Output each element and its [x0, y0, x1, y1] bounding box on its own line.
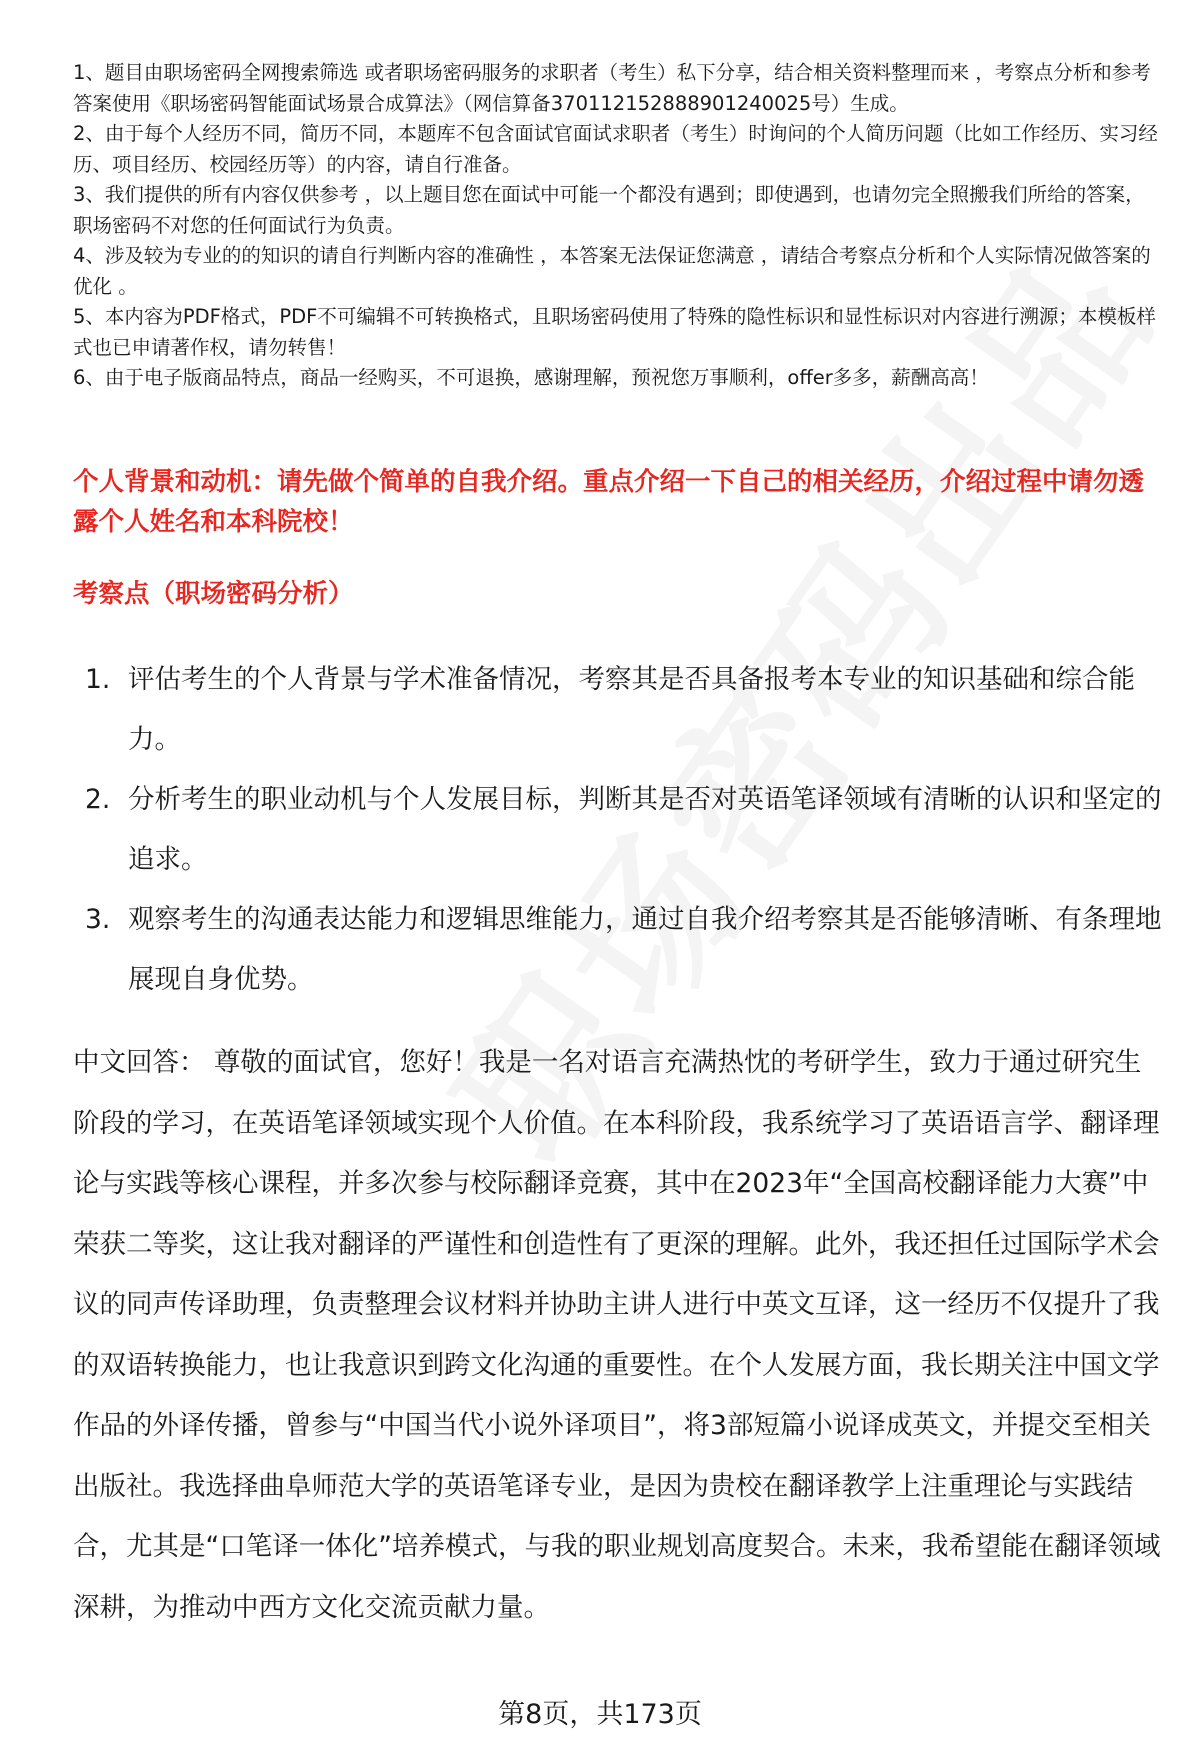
- disclaimer-item: 4、涉及较为专业的的知识的请自行判断内容的准确性 ，本答案无法保证您满意 ，请结合考察点分析和个人实际情况做答案的优化 。: [73, 244, 1151, 298]
- disclaimer-notes: [73, 58, 1163, 394]
- point-number: 3.: [85, 904, 111, 935]
- disclaimer-item: 1、题目由职场密码全网搜索筛选 或者职场密码服务的求职者（考生）私下分享，结合相关资料整理而来 ，考察点分析和参考答案使用《职场密码智能面试场景合成算法》（网信算备370112152888901240025号）生成。: [73, 61, 1151, 115]
- disclaimer-item: 5、本内容为PDF格式，PDF不可编辑不可转换格式，且职场密码使用了特殊的隐性标识和显性标识对内容进行溯源；本模板样式也已申请著作权，请勿转售！: [73, 305, 1156, 359]
- chinese-answer: 中文回答： 尊敬的面试官，您好！我是一名对语言充满热忱的考研学生，致力于通过研究生阶段的学习，在英语笔译领域实现个人价值。在本科阶段，我系统学习了英语语言学、翻译理论与实践等核心课程，并多次参与校际翻译竞赛，其中在2023年“全国高校翻译能力大赛”中荣获二等奖，这让我对翻译的严谨性和创造性有了更深的理解。此外，我还担任过国际学术会议的同声传译助理，负责整理会议材料并协助主讲人进行中英文互译，这一经历不仅提升了我的双语转换能力，也让我意识到跨文化沟通的重要性。在个人发展方面，我长期关注中国文学作品的外译传播，曾参与“中国当代小说外译项目”，将3部短篇小说译成英文，并提交至相关出版社。我选择曲阜师范大学的英语笔译专业，是因为贵校在翻译教学上注重理论与实践结合，尤其是“口笔译一体化”培养模式，与我的职业规划高度契合。未来，我希望能在翻译领域深耕，为推动中西方文化交流贡献力量。: [73, 1047, 1161, 1623]
- page-number: 第8页，共173页: [498, 1699, 702, 1730]
- disclaimer-item: 3、我们提供的所有内容仅供参考 ，以上题目您在面试中可能一个都没有遇到；即使遇到，也请勿完全照搬我们所给的答案，职场密码不对您的任何面试行为负责。: [73, 183, 1145, 237]
- analysis-points-list: [73, 650, 1163, 1010]
- analysis-point: [73, 890, 1163, 1010]
- point-text: 分析考生的职业动机与个人发展目标，判断其是否对英语笔译领域有清晰的认识和坚定的追求。: [128, 784, 1162, 875]
- point-number: 2.: [85, 784, 111, 815]
- interview-question: 个人背景和动机：请先做个简单的自我介绍。重点介绍一下自己的相关经历，介绍过程中请勿透露个人姓名和本科院校！: [73, 467, 1145, 537]
- point-text: 观察考生的沟通表达能力和逻辑思维能力，通过自我介绍考察其是否能够清晰、有条理地展现自身优势。: [128, 904, 1162, 995]
- analysis-point: [73, 770, 1163, 890]
- point-number: 1.: [85, 664, 111, 695]
- analysis-point: [73, 650, 1163, 770]
- disclaimer-item: 2、由于每个人经历不同，简历不同，本题库不包含面试官面试求职者（考生）时询问的个人简历问题（比如工作经历、实习经历、项目经历、校园经历等）的内容，请自行准备。: [73, 122, 1158, 176]
- analysis-section-title: 考察点（职场密码分析）: [73, 579, 354, 609]
- disclaimer-item: 6、由于电子版商品特点，商品一经购买，不可退换，感谢理解，预祝您万事顺利，offer多多，薪酬高高！: [73, 366, 989, 389]
- point-text: 评估考生的个人背景与学术准备情况，考察其是否具备报考本专业的知识基础和综合能力。: [128, 664, 1135, 755]
